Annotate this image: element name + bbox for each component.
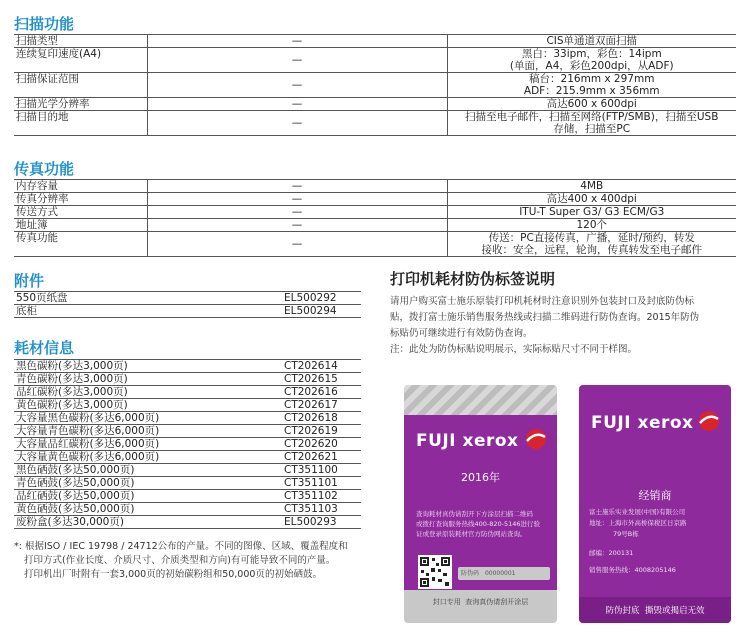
fax-section-title: 传真功能 <box>14 160 75 178</box>
item-name: 大容量黑色碳粉(多达6,000页) <box>14 412 282 425</box>
list-row <box>14 477 361 490</box>
spec-label: 传真功能 <box>14 232 147 257</box>
item-name: 黄色硒鼓(多达50,000页) <box>14 503 282 516</box>
dealer-info-line: 富士施乐实业发展(中国)有限公司 <box>589 508 686 516</box>
accessories-section-title: 附件 <box>14 272 45 290</box>
fuji-xerox-logo: FUJI xerox <box>591 413 694 433</box>
list-row <box>14 438 361 451</box>
item-name: 品红碳粉(多达3,000页) <box>14 386 282 399</box>
spec-value-line: ADF：215.9mm x 356mm <box>523 85 660 97</box>
spec-dash: — <box>147 193 447 206</box>
list-row <box>14 425 361 438</box>
list-row <box>14 386 361 399</box>
spec-label: 地址簿 <box>14 219 147 232</box>
dealer-info <box>589 507 727 576</box>
spec-dash: — <box>147 111 447 136</box>
spec-value <box>447 219 736 232</box>
spec-label: 扫描目的地 <box>14 111 147 136</box>
spec-row <box>14 73 736 98</box>
dealer-heading: 经销商 <box>638 489 672 502</box>
item-name: 青色硒鼓(多达50,000页) <box>14 477 282 490</box>
item-name: 大容量品红碳粉(多达6,000页) <box>14 438 282 451</box>
spec-row <box>14 48 736 73</box>
item-name: 品红硒鼓(多达50,000页) <box>14 490 282 503</box>
item-code: EL500293 <box>282 516 361 529</box>
spec-value-line: 高达600 x 600dpi <box>546 98 637 110</box>
spec-dash: — <box>147 98 447 111</box>
consumables-footnote <box>14 540 366 582</box>
item-code: CT202615 <box>282 373 361 386</box>
item-name: 大容量青色碳粉(多达6,000页) <box>14 425 282 438</box>
item-name: 废粉盒(多达30,000页) <box>14 516 282 529</box>
seal-instruction-line: 证或登录原装耗材官方防伪网站查询。 <box>416 530 527 538</box>
back-label-card <box>579 385 731 623</box>
item-code: CT202619 <box>282 425 361 438</box>
spec-value-line: 接收：安全，远程，轮询，传真转发至电子邮件 <box>481 244 702 256</box>
spec-value-line: 传送：PC直接传真，广播，延时/预约，转发 <box>488 232 695 244</box>
spec-dash: — <box>147 180 447 193</box>
spec-label: 扫描保证范围 <box>14 73 147 98</box>
seal-year: 2016年 <box>461 471 500 484</box>
accessories-table <box>14 291 361 318</box>
spec-value <box>447 193 736 206</box>
xerox-sphere-icon <box>697 409 721 433</box>
spec-value-line: 黑白：33ipm，彩色：14ipm <box>521 48 662 60</box>
spec-value <box>447 206 736 219</box>
item-code: CT202617 <box>282 399 361 412</box>
seal-instructions <box>416 509 551 539</box>
spec-label: 传送方式 <box>14 206 147 219</box>
list-row <box>14 305 361 318</box>
item-name: 青色碳粉(多达3,000页) <box>14 373 282 386</box>
spec-label: 连续复印速度(A4) <box>14 48 147 73</box>
spec-value-line: 4MB <box>580 180 604 192</box>
spec-label: 扫描光学分辨率 <box>14 98 147 111</box>
spec-value-line: (单面，A4，彩色200dpi，从ADF) <box>509 60 674 72</box>
spec-row <box>14 111 736 136</box>
list-row <box>14 516 361 529</box>
item-code: CT202618 <box>282 412 361 425</box>
consumables-table <box>14 359 361 529</box>
spec-value-line: 稿台：216mm x 297mm <box>529 73 655 85</box>
item-name: 底柜 <box>14 305 282 318</box>
list-row <box>14 503 361 516</box>
spec-dash: — <box>147 232 447 257</box>
spec-value <box>447 48 736 73</box>
list-row <box>14 373 361 386</box>
xerox-sphere-icon <box>524 427 548 451</box>
item-code: CT202616 <box>282 386 361 399</box>
item-name: 黄色碳粉(多达3,000页) <box>14 399 282 412</box>
dealer-info-line: 邮编：200131 <box>589 549 634 557</box>
spec-dash: — <box>147 219 447 232</box>
spec-dash: — <box>147 35 447 48</box>
item-code: CT202614 <box>282 360 361 373</box>
spec-value <box>447 111 736 136</box>
seal-instruction-line: 或拨打查询服务热线400-820-5146进行验 <box>416 520 541 528</box>
spec-row <box>14 219 736 232</box>
list-row <box>14 490 361 503</box>
spec-row <box>14 193 736 206</box>
spec-value-line: 扫描至电子邮件，扫描至网络(FTP/SMB)，扫描至USB <box>465 111 719 123</box>
hologram-strip <box>404 385 557 415</box>
scratch-code-label: 防伪码 <box>461 570 480 577</box>
label-info-text <box>390 294 740 358</box>
dealer-info-line: 地址：上海市外高桥保税区日京路 <box>589 519 687 527</box>
label-info-line: 标贴仍可继续进行有效防伪查询。 <box>390 328 533 339</box>
spec-dash: — <box>147 48 447 73</box>
seal-bottom-text: 封口专用 查询真伪请刮开涂层 <box>432 598 529 606</box>
list-row <box>14 399 361 412</box>
spec-value <box>447 180 736 193</box>
spec-label: 扫描类型 <box>14 35 147 48</box>
footnote-line: 打印机出厂时附有一套3,000页的初始碳粉组和50,000页的初始硒鼓。 <box>24 569 322 580</box>
item-name: 黑色碳粉(多达3,000页) <box>14 360 282 373</box>
scan-section-title: 扫描功能 <box>14 15 75 33</box>
item-name: 550页纸盘 <box>14 292 282 305</box>
dealer-info-line: 销售服务热线：4008205146 <box>589 566 676 574</box>
item-code: CT202621 <box>282 451 361 464</box>
fuji-xerox-logo: FUJI xerox <box>416 431 519 451</box>
item-code: EL500294 <box>282 305 361 318</box>
list-row <box>14 464 361 477</box>
consumables-section-title: 耗材信息 <box>14 339 75 357</box>
label-info-line: 贴，拨打富士施乐销售服务热线或扫描二维码进行防伪查询。2015年防伪 <box>390 312 700 323</box>
seal-label-card <box>404 385 557 623</box>
spec-row <box>14 98 736 111</box>
footnote-line: *: 根据ISO / IEC 19798 / 24712公布的产量。不同的图像、区域、覆盖程度和 <box>14 541 348 552</box>
footnote-line: 打印方式(作业长度、介质尺寸、介质类型和方向)有可能导致不同的产量。 <box>24 555 336 566</box>
spec-value <box>447 73 736 98</box>
spec-value <box>447 98 736 111</box>
list-row <box>14 292 361 305</box>
spec-dash: — <box>147 73 447 98</box>
qr-code-icon <box>418 555 452 589</box>
spec-label: 传真分辨率 <box>14 193 147 206</box>
list-row <box>14 451 361 464</box>
label-info-line: 注：此处为防伪标贴说明展示，实际标贴尺寸不同于样图。 <box>390 344 638 355</box>
scratch-code-value: 00000001 <box>484 570 516 577</box>
spec-value-line: 高达400 x 400dpi <box>546 193 637 205</box>
list-row <box>14 412 361 425</box>
item-code: EL500292 <box>282 292 361 305</box>
spec-value <box>447 232 736 257</box>
item-code: CT351101 <box>282 477 361 490</box>
list-row <box>14 360 361 373</box>
spec-value <box>447 35 736 48</box>
spec-row <box>14 206 736 219</box>
spec-value-line: 存储，扫描至PC <box>553 123 631 135</box>
label-info-title: 打印机耗材防伪标签说明 <box>390 270 556 288</box>
spec-label: 内存容量 <box>14 180 147 193</box>
item-code: CT351102 <box>282 490 361 503</box>
back-label-bottom-text: 防伪封底 撕毁或揭启无效 <box>605 606 705 616</box>
spec-row <box>14 35 736 48</box>
scratch-code-area <box>458 567 550 580</box>
spec-row <box>14 180 736 193</box>
item-code: CT351103 <box>282 503 361 516</box>
spec-value-line: 120个 <box>576 219 608 231</box>
item-name: 大容量黄色碳粉(多达6,000页) <box>14 451 282 464</box>
item-code: CT351100 <box>282 464 361 477</box>
item-name: 黑色硒鼓(多达50,000页) <box>14 464 282 477</box>
seal-instruction-line: 查询耗材真伪请刮开下方涂层扫描二维码 <box>416 510 533 518</box>
scan-spec-table <box>14 34 736 136</box>
item-code: CT202620 <box>282 438 361 451</box>
spec-value-line: ITU-T Super G3/ G3 ECM/G3 <box>519 206 665 218</box>
dealer-info-line: 79号B栋 <box>613 530 639 538</box>
fax-spec-table <box>14 179 736 257</box>
spec-value-line: CIS单通道双面扫描 <box>546 35 638 47</box>
label-info-line: 请用户购买富士施乐原装打印机耗材时注意识别外包装封口及封底防伪标 <box>390 296 695 307</box>
spec-dash: — <box>147 206 447 219</box>
spec-row <box>14 232 736 257</box>
